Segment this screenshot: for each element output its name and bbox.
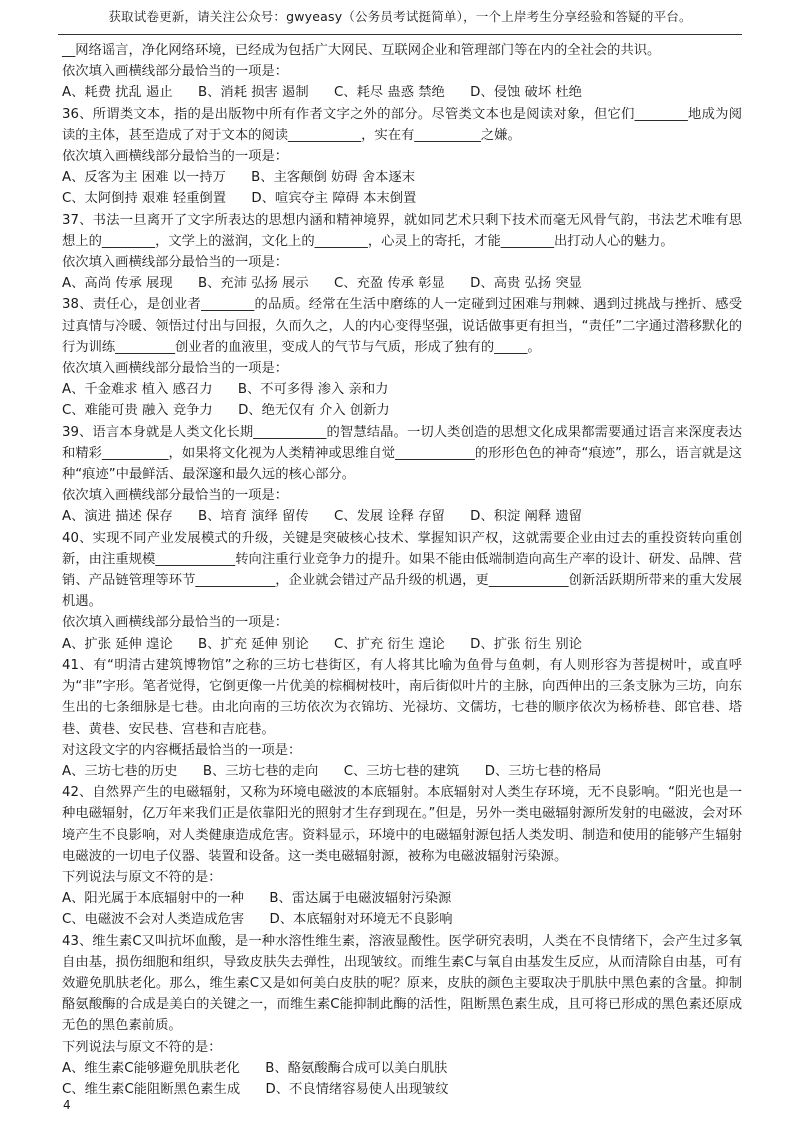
q37-options: A、高尚 传承 展现 B、充沛 弘扬 展示 C、充盈 传承 彰显 D、高贵 弘扬 突显 (62, 276, 582, 292)
q42-options-row2: C、电磁波不会对人类造成危害 D、本底辐射对环境无不良影响 (62, 912, 453, 928)
header-divider (58, 34, 742, 35)
q43-stem: 43、维生素C又叫抗坏血酸，是一种水溶性维生素，溶液显酸性。医学研究表明，人类在不良情绪下，会产生过多氧自由基，损伤细胞和组织，导致皮肤失去弹性，出现皱纹。而维生素C与氧自由基发生反应，从而清除自由基，可有效避免肌肤老化。那么，维生素C又是如何美白皮肤的呢？原来，皮肤的颜色主要取决于肌肤中黑色素的含量。抑制酪氨酸酶的合成是美白的关键之一，而维生素C能抑制此酶的活性，阻断黑色素生成，且可将已形成的黑色素还原成无色的黑色素前质。 (62, 933, 742, 1034)
page-number: 4 (63, 1098, 71, 1112)
q40-prompt: 依次填入画横线部分最恰当的一项是： (62, 615, 289, 631)
q38-options-row2: C、难能可贵 融入 竞争力 D、绝无仅有 介入 创新力 (62, 403, 390, 419)
q39-prompt: 依次填入画横线部分最恰当的一项是： (62, 488, 289, 504)
q41-options: A、三坊七巷的历史 B、三坊七巷的走向 C、三坊七巷的建筑 D、三坊七巷的格局 (62, 763, 602, 779)
q38-stem: 38、责任心，是创业者________的品质。经常在生活中磨练的人一定碰到过困难与荆棘、遇到过挑战与挫折、感受过真情与冷暖、领悟过付出与回报，久而久之，人的内心变得坚强，说话做事更有担当，“责任”二字通过潜移默化的行为训练_________创业者的血液里，变成人的气节与气质，形成了独有的_____。 (62, 297, 742, 355)
q37-prompt: 依次填入画横线部分最恰当的一项是： (62, 255, 289, 271)
q41-stem: 41、有“明清古建筑博物馆”之称的三坊七巷街区，有人将其比喻为鱼骨与鱼刺，有人则形容为菩提树叶，或直呼为“非”字形。笔者觉得，它倒更像一片优美的棕榈树枝叶，南后街似叶片的主脉，向西伸出的三条支脉为三坊，向东生出的七条细脉是七巷。由北向南的三坊依次为衣锦坊、光禄坊、文儒坊，七巷的顺序依次为杨桥巷、郎官巷、塔巷、黄巷、安民巷、宫巷和吉庇巷。 (62, 657, 742, 737)
q36-options-row2: C、太阿倒持 艰难 轻重倒置 D、喧宾夺主 障碍 本末倒置 (62, 191, 417, 207)
q38-options-row1: A、千金难求 植入 感召力 B、不可多得 渗入 亲和力 (62, 382, 389, 398)
q38-prompt: 依次填入画横线部分最恰当的一项是： (62, 361, 289, 377)
q43-options-row2: C、维生素C能阻断黑色素生成 D、不良情绪容易使人出现皱纹 (62, 1081, 449, 1097)
q35-prompt: 依次填入画横线部分最恰当的一项是： (62, 64, 289, 80)
q37-stem: 37、书法一旦离开了文字所表达的思想内涵和精神境界，就如同艺术只剩下技术而毫无风骨气韵，书法艺术唯有思想上的________，文学上的滋润，文化上的________，心灵上的寄托，才能________出打动人心的魅力。 (62, 212, 742, 249)
q43-prompt: 下列说法与原文不符的是： (62, 1039, 222, 1055)
q40-options: A、扩张 延伸 遑论 B、扩充 延伸 别论 C、扩充 衍生 遑论 D、扩张 衍生 别论 (62, 636, 582, 652)
q42-stem: 42、自然界产生的电磁辐射，又称为环境电磁波的本底辐射。本底辐射对人类生存环境，无不良影响。“阳光也是一种电磁辐射，亿万年来我们正是依靠阳光的照射才生存到现在。”但是，另外一类电磁辐射源所发射的电磁波，会对环境产生不良影响，对人类健康造成危害。资料显示，环境中的电磁辐射源包括人类发明、制造和使用的能够产生辐射电磁波的一切电子仪器、装置和设备。这一类电磁辐射源，被称为电磁波辐射污染源。 (62, 785, 742, 864)
q42-options-row1: A、阳光属于本底辐射中的一种 B、雷达属于电磁波辐射污染源 (62, 891, 452, 907)
q36-prompt: 依次填入画横线部分最恰当的一项是： (62, 149, 289, 165)
q36-stem: 36、所谓类文本，指的是出版物中所有作者文字之外的部分。尽管类文本也是阅读对象，但它们________地成为阅读的主体，甚至造成了对于文本的阅读___________，实在有__________之嫌。 (62, 106, 742, 143)
q43-options-row1: A、维生素C能够避免肌肤老化 B、酪氨酸酶合成可以美白肌肤 (62, 1060, 448, 1076)
page-header: 获取试卷更新，请关注公众号：gwyeasy（公务员考试挺简单），一个上岸考生分享经验和答疑的平台。 (108, 9, 692, 24)
q35-options: A、耗费 扰乱 遏止 B、消耗 损害 遏制 C、耗尽 蛊惑 禁绝 D、侵蚀 破坏 杜绝 (62, 85, 582, 101)
q39-stem: 39、语言本身就是人类文化长期___________的智慧结晶。一切人类创造的思想文化成果都需要通过语言来深度表达和精彩__________，如果将文化视为人类精神或思维自觉____________的形形色色的神奇“痕迹”，那么，语言就是这种“痕迹”中最鲜活、最深邃和最久远的核心部分。 (62, 424, 742, 483)
q36-options-row1: A、反客为主 困难 以一持万 B、主客颠倒 妨碍 舍本逐末 (62, 170, 416, 186)
q41-prompt: 对这段文字的内容概括最恰当的一项是： (62, 742, 302, 758)
q40-stem: 40、实现不同产业发展模式的升级，关键是突破核心技术、掌握知识产权，这就需要企业由过去的重投资转向重创新，由注重规模____________转向注重行业竞争力的提升。如果不能由低端制造向高生产率的设计、研发、品牌、营销、产品链管理等环节____________，企业就会错过产品升级的机遇，更____________创新活跃期所带来的重大发展机遇。 (62, 530, 742, 610)
q39-options: A、演进 描述 保存 B、培育 演绎 留传 C、发展 诠释 存留 D、积淀 阐释 遗留 (62, 509, 582, 525)
page-content (62, 40, 742, 1100)
q35-stem: __网络谣言，净化网络环境，已经成为包括广大网民、互联网企业和管理部门等在内的全社会的共识。 (62, 43, 661, 58)
q42-prompt: 下列说法与原文不符的是： (62, 869, 222, 885)
